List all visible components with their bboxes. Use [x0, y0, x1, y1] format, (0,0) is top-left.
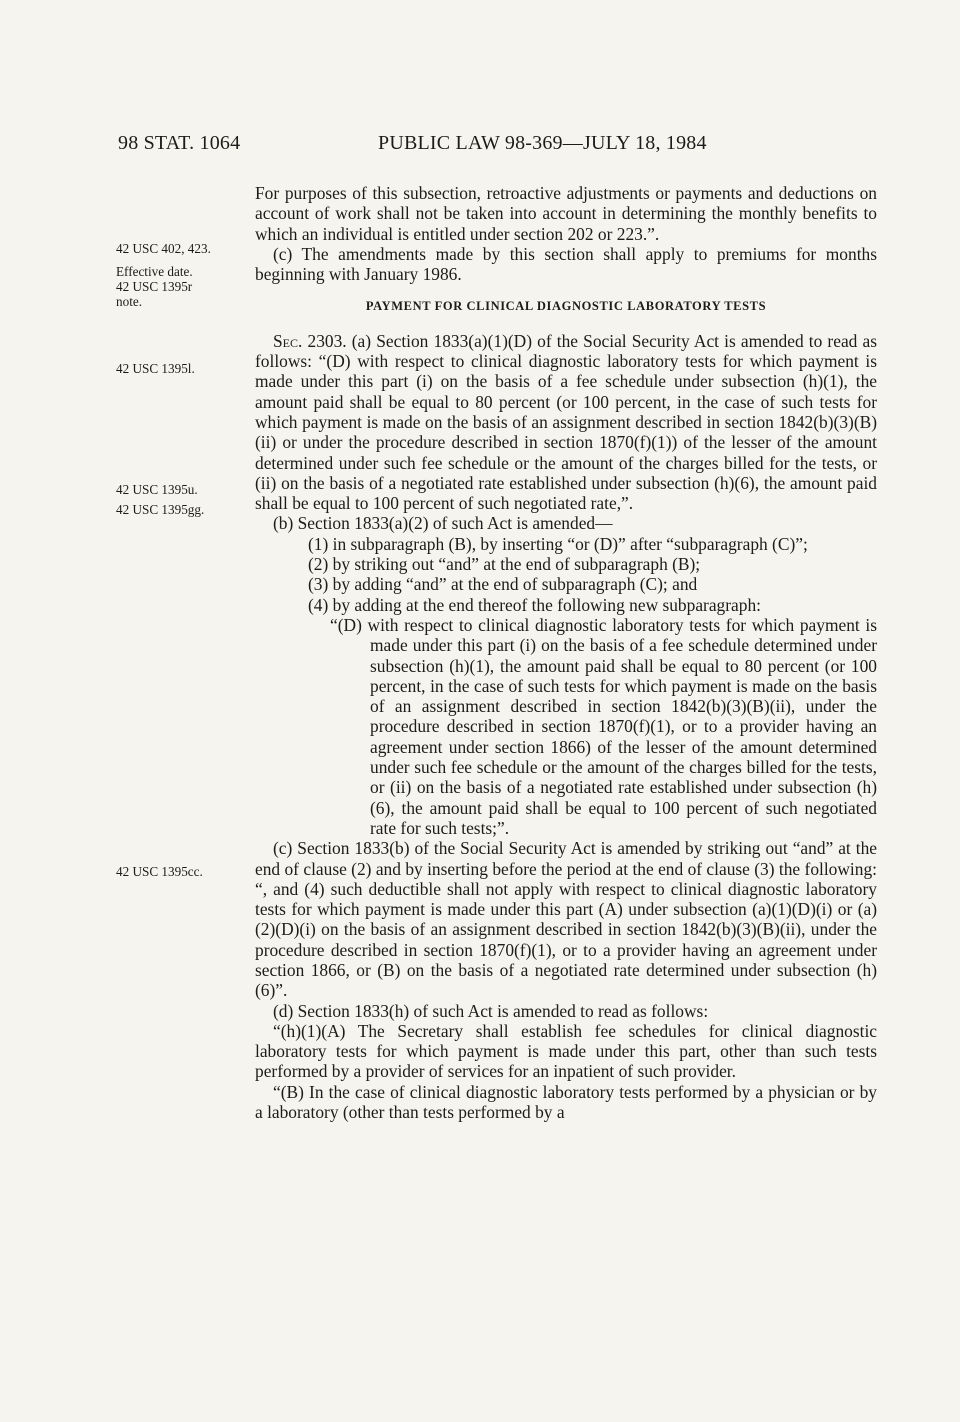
body-text: [255, 183, 877, 1122]
margin-note-effective-date-label: Effective date.: [116, 264, 193, 279]
paragraph-subsection-d: (d) Section 1833(h) of such Act is amended to read as follows:: [273, 1000, 709, 1021]
margin-note-note: note.: [116, 294, 143, 309]
paragraph-clause-2: (2) by striking out “and” at the end of subparagraph (B);: [308, 554, 701, 575]
section-heading: PAYMENT FOR CLINICAL DIAGNOSTIC LABORATORY TESTS: [365, 299, 767, 314]
margin-note-usc-1395r: 42 USC 1395r: [116, 279, 193, 294]
running-header-title: PUBLIC LAW 98-369—JULY 18, 1984: [378, 132, 707, 154]
margin-citation-usc-1395l: 42 USC 1395l.: [116, 361, 195, 376]
paragraph-clause-1: (1) in subparagraph (B), by inserting “or (D)” after “subparagraph (C)”;: [308, 533, 808, 554]
section-label: Sec.: [273, 330, 303, 351]
paragraph-subsection-c: (c) Section 1833(b) of the Social Security Act is amended by striking out “and” at the end of clause (2) and by inserting before the period at the end of clause (3) the following: “, and (4) such deductible shall not apply with respect to clinical diagnostic laboratory tests for which payment is made under this part (A) under subsection (a)(1)(D)(i) or (a)(2)(D)(i) on the basis of an assignment described in section 1842(b)(3)(B)(ii), under the procedure described in section 1870(f)(1), or to a provider having an agreement under section 1866, or (B) on the basis of a negotiated rate determined under subsection (h)(6)”.: [255, 838, 877, 1001]
paragraph-h1b: “(B) In the case of clinical diagnostic laboratory tests performed by a physician or by a laboratory (other than tests performed by a: [255, 1081, 877, 1123]
paragraph-subsection-b: (b) Section 1833(a)(2) of such Act is amended—: [273, 513, 613, 534]
section-2303a-text: 2303. (a) Section 1833(a)(1)(D) of the Social Security Act is amended to read as follows: “(D) with respect to clinical diagnostic laboratory tests for which payment is made under this part (i) on the basis of a fee schedule under subsection (h)(1), the amount paid shall be equal to 80 percent (or 100 percent, in the case of such tests for which payment is made on the basis of an assignment described in section 1842(b)(3)(B)(ii) or under the procedure described in section 1870(f)(1)) of the lesser of the amount determined under such fee schedule or the amount of the charges billed for the tests, or (ii) on the basis of a negotiated rate established under subsection (h)(6), the amount paid shall be equal to 100 percent of such negotiated rate,”.: [255, 330, 877, 514]
paragraph-clause-4: (4) by adding at the end thereof the following new subparagraph:: [308, 594, 761, 615]
margin-note-effective-date: [116, 264, 193, 309]
paragraph-section-2303a: [255, 331, 877, 514]
paragraph-clause-3: (3) by adding “and” at the end of subparagraph (C); and: [308, 574, 698, 595]
paragraph-retroactive-adjustments: For purposes of this subsection, retroactive adjustments or payments and deductions on account of work shall not be taken into account in determining the monthly benefits to which an individual is entitled under section 202 or 223.”.: [255, 183, 877, 244]
margin-citation-usc-402-423: 42 USC 402, 423.: [116, 241, 211, 256]
paragraph-amendments-effective: (c) The amendments made by this section shall apply to premiums for months beginning with January 1986.: [255, 243, 877, 285]
page-reference: 98 STAT. 1064: [118, 132, 241, 154]
margin-citation-usc-1395u: 42 USC 1395u.: [116, 482, 198, 497]
margin-citation-usc-1395gg: 42 USC 1395gg.: [116, 502, 205, 517]
paragraph-h1a: “(h)(1)(A) The Secretary shall establish fee schedules for clinical diagnostic laboratory tests for which payment is made under this part, other than such tests performed by a provider of services for an inpatient of such provider.: [255, 1020, 877, 1082]
margin-citation-usc-1395cc: 42 USC 1395cc.: [116, 864, 203, 879]
paragraph-quoted-subparagraph-d: “(D) with respect to clinical diagnostic laboratory tests for which payment is made under this part (i) on the basis of a fee schedule determined under subsection (h)(1), the amount paid shall be equal to 80 percent (or 100 percent, in the case of such tests for which payment is made on the basis of an assignment described in section 1842(b)(3)(B)(ii), under the procedure described in section 1870(f)(1), or to a provider having an agreement under section 1866) of the lesser of the amount determined under such fee schedule or the amount of the charges billed for the tests, or (ii) on the basis of a negotiated rate established under subsection (h)(6), the amount paid shall be equal to 100 percent of such negotiated rate for such tests;”.: [330, 614, 877, 838]
